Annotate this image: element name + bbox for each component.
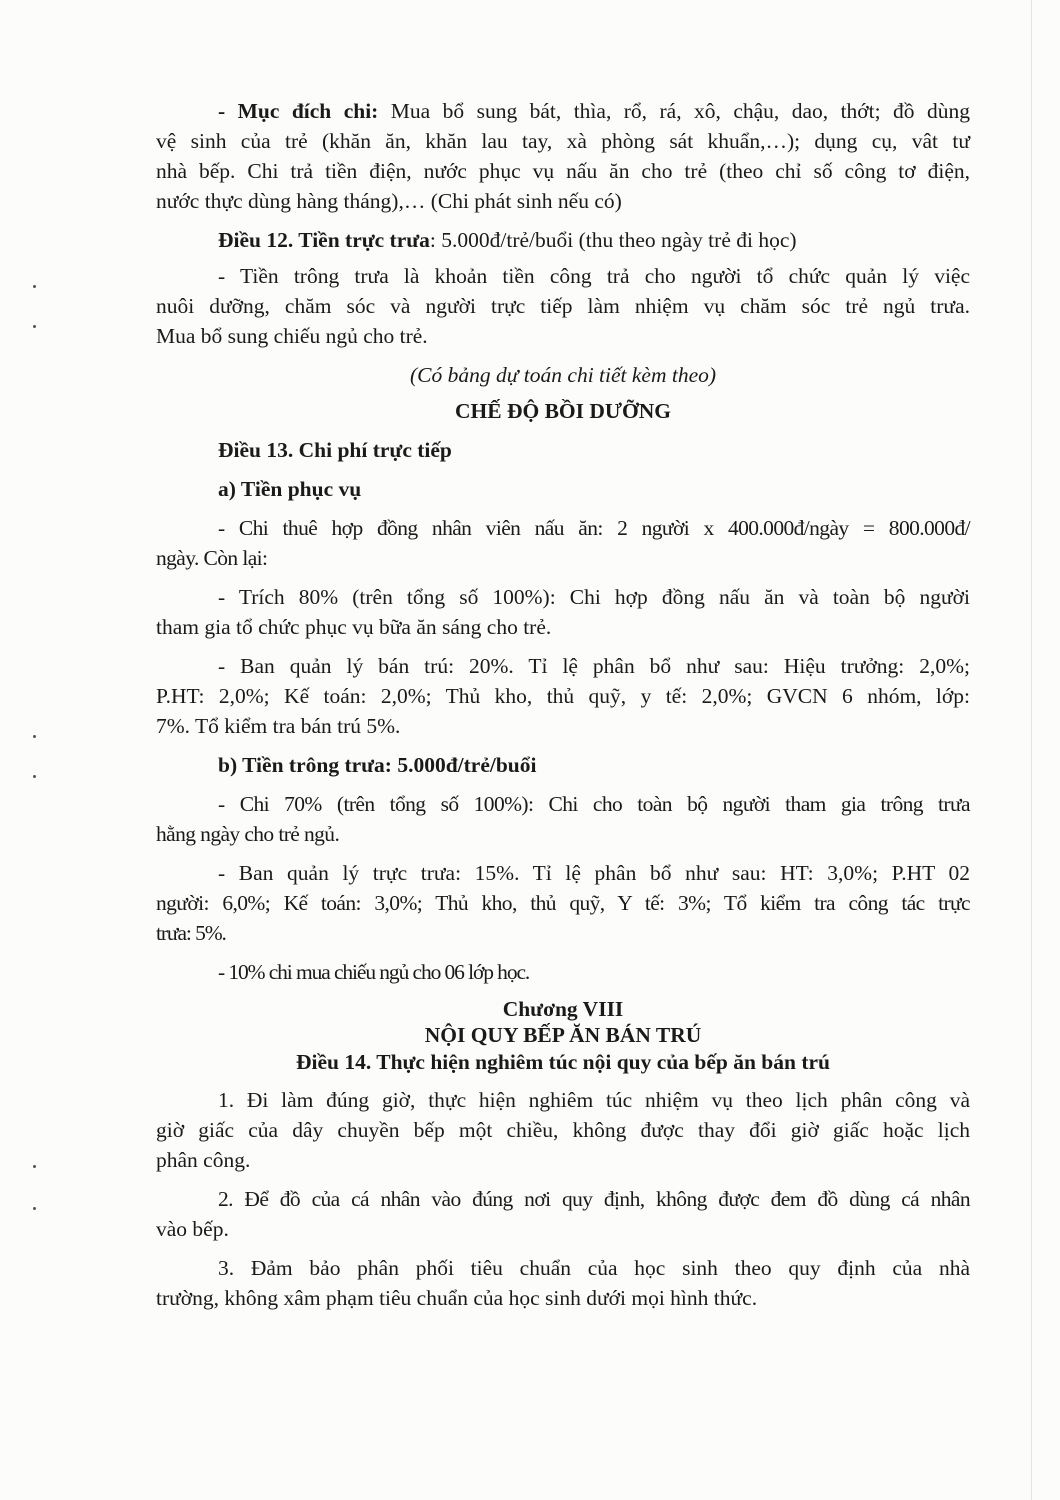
dieu-12-body-2: nuôi dưỡng, chăm sóc và người trực tiếp làm nhiệm vụ chăm sóc trẻ ngủ trưa. <box>156 294 970 318</box>
dieu-13-heading: Điều 13. Chi phí trực tiếp <box>218 438 452 462</box>
rule-3-line-1: 3. Đảm bảo phân phối tiêu chuẩn của học sinh theo quy định của nhà <box>218 1256 970 1280</box>
rule-2-line-1: 2. Để đồ của cá nhân vào đúng nơi quy định, không được đem đồ dùng cá nhân <box>218 1187 970 1211</box>
extract-80-line-1: - Trích 80% (trên tổng số 100%): Chi hợp đồng nấu ăn và toàn bộ người <box>218 585 970 609</box>
rule-2-line-2: vào bếp. <box>156 1217 229 1241</box>
scan-speck <box>33 735 36 738</box>
chapter-title: NỘI QUY BẾP ĂN BÁN TRÚ <box>424 1023 702 1047</box>
page-edge <box>1031 0 1032 1500</box>
spend-70-line-2: hằng ngày cho trẻ ngủ. <box>156 822 340 846</box>
spend-70-line-1: - Chi 70% (trên tổng số 100%): Chi cho toàn bộ người tham gia trông trưa <box>218 792 970 816</box>
purpose-line-2: vệ sinh của trẻ (khăn ăn, khăn lau tay, xà phòng sát khuẩn,…); dụng cụ, vât tư <box>156 129 970 153</box>
dieu-12-body-3: Mua bổ sung chiếu ngủ cho trẻ. <box>156 324 428 348</box>
purpose-line-1: - Mục đích chi: Mua bổ sung bát, thìa, rổ, rá, xô, chậu, dao, thớt; đồ dùng <box>218 99 970 123</box>
scan-speck <box>33 285 36 288</box>
mat-purchase-line: - 10% chi mua chiếu ngủ cho 06 lớp học. <box>218 960 530 984</box>
section-title: CHẾ ĐỘ BỒI DƯỠNG <box>454 399 671 423</box>
extract-80-line-2: tham gia tổ chức phục vụ bữa ăn sáng cho trẻ. <box>156 615 552 639</box>
boarding-board-line-1: - Ban quản lý bán trú: 20%. Tỉ lệ phân bổ như sau: Hiệu trưởng: 2,0%; <box>218 654 970 678</box>
chapter-label: Chương VIII <box>502 997 624 1021</box>
rule-1-line-2: giờ giấc của dây chuyền bếp một chiều, không được thay đổi giờ giấc hoặc lịch <box>156 1118 970 1142</box>
purpose-label: - Mục đích chi: <box>218 99 379 123</box>
cook-contract-line-2: ngày. Còn lại: <box>156 546 268 570</box>
rule-3-line-2: trường, không xâm phạm tiêu chuẩn của học sinh dưới mọi hình thức. <box>156 1286 758 1310</box>
dieu-12-body-1: - Tiền trông trưa là khoản tiền công trả cho người tổ chức quản lý việc <box>218 264 970 288</box>
dieu-12-heading: Điều 12. Tiền trực trưa: 5.000đ/trẻ/buổi (thu theo ngày trẻ đi học) <box>218 228 797 252</box>
document-body <box>156 96 970 1313</box>
noon-care-heading: b) Tiền trông trưa: 5.000đ/trẻ/buổi <box>218 753 537 777</box>
cook-contract-line-1: - Chi thuê hợp đồng nhân viên nấu ăn: 2 người x 400.000đ/ngày = 800.000đ/ <box>218 516 970 540</box>
noon-board-line-3: trưa: 5%. <box>156 921 226 945</box>
boarding-board-line-2: P.HT: 2,0%; Kế toán: 2,0%; Thủ kho, thủ quỹ, y tế: 2,0%; GVCN 6 nhóm, lớp: <box>156 684 970 708</box>
rule-1-line-3: phân công. <box>156 1148 251 1172</box>
scan-speck <box>33 775 36 778</box>
noon-board-line-2: người: 6,0%; Kế toán: 3,0%; Thủ kho, thủ quỹ, Y tế: 3%; Tổ kiểm tra công tác trực <box>156 891 970 915</box>
dieu-14-heading: Điều 14. Thực hiện nghiêm túc nội quy của bếp ăn bán trú <box>296 1050 830 1074</box>
estimate-note: (Có bảng dự toán chi tiết kèm theo) <box>409 363 717 387</box>
purpose-line-3: nhà bếp. Chi trả tiền điện, nước phục vụ nấu ăn cho trẻ (theo chỉ số công tơ điện, <box>156 159 970 183</box>
service-fee-heading: a) Tiền phục vụ <box>218 477 362 501</box>
scan-speck <box>33 1165 36 1168</box>
rule-1-line-1: 1. Đi làm đúng giờ, thực hiện nghiêm túc nhiệm vụ theo lịch phân công và <box>218 1088 970 1112</box>
scan-speck <box>33 325 36 328</box>
scan-speck <box>33 1207 36 1210</box>
noon-board-line-1: - Ban quản lý trực trưa: 15%. Tỉ lệ phân bổ như sau: HT: 3,0%; P.HT 02 <box>218 861 970 885</box>
purpose-line-4: nước thực dùng hàng tháng),… (Chi phát sinh nếu có) <box>156 189 622 213</box>
boarding-board-line-3: 7%. Tổ kiểm tra bán trú 5%. <box>156 714 401 738</box>
